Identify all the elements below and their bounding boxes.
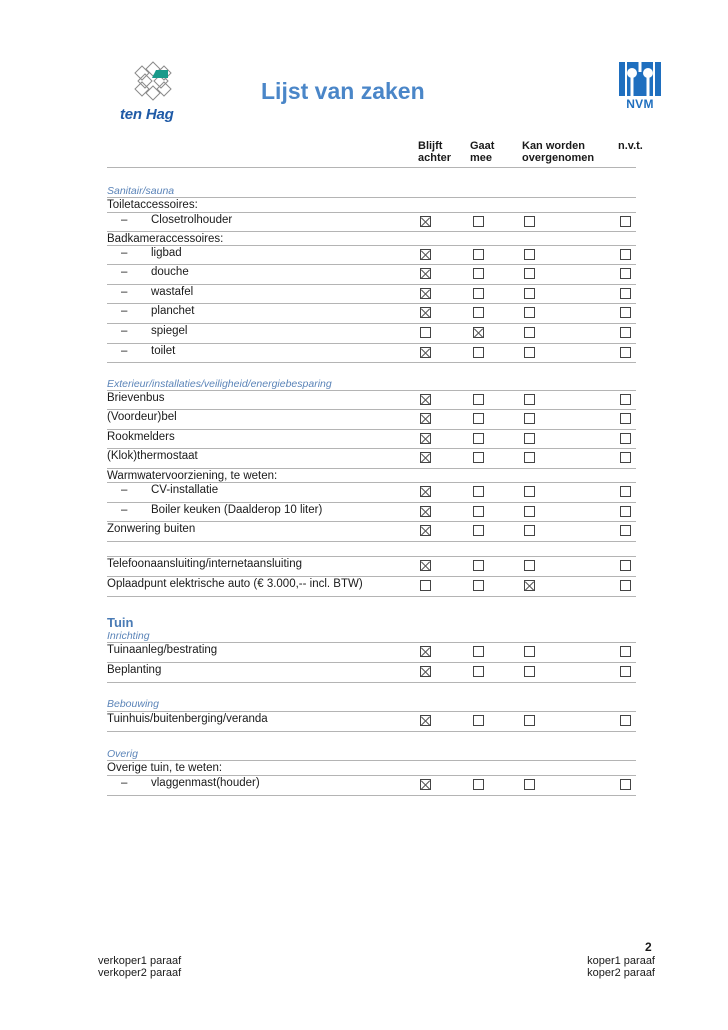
checkbox-kan-worden-overgenomen-empty-icon[interactable] bbox=[524, 560, 535, 571]
seller2-initial-label: verkoper2 paraaf bbox=[98, 967, 182, 979]
row-label: – spiegel bbox=[121, 325, 188, 337]
checkbox-blijft-achter-checked-icon[interactable] bbox=[420, 347, 431, 358]
checkbox-nvt-empty-icon[interactable] bbox=[620, 779, 631, 790]
divider bbox=[107, 596, 636, 597]
checkbox-kan-worden-overgenomen-empty-icon[interactable] bbox=[524, 506, 535, 517]
row-label: Overige tuin, te weten: bbox=[107, 762, 223, 774]
row-label: Toiletaccessoires: bbox=[107, 199, 198, 211]
checkbox-gaat-mee-empty-icon[interactable] bbox=[473, 288, 484, 299]
checkbox-blijft-achter-empty-icon[interactable] bbox=[420, 580, 431, 591]
checkbox-kan-worden-overgenomen-empty-icon[interactable] bbox=[524, 394, 535, 405]
row-tuinaanleg bbox=[107, 642, 636, 661]
row-label: Badkameraccessoires: bbox=[107, 233, 224, 245]
checkbox-kan-worden-overgenomen-empty-icon[interactable] bbox=[524, 452, 535, 463]
buyer-initials bbox=[566, 955, 655, 979]
row-beplanting bbox=[107, 662, 636, 681]
column-header-kan-worden-overgenomen: Kan worden overgenomen bbox=[522, 140, 595, 164]
divider bbox=[107, 541, 636, 542]
checkbox-kan-worden-overgenomen-empty-icon[interactable] bbox=[524, 779, 535, 790]
checkbox-kan-worden-overgenomen-empty-icon[interactable] bbox=[524, 646, 535, 657]
divider bbox=[107, 362, 636, 363]
row-label: Rookmelders bbox=[107, 431, 175, 443]
checkbox-blijft-achter-checked-icon[interactable] bbox=[420, 452, 431, 463]
buyer1-initial-label: koper1 paraaf bbox=[587, 955, 655, 967]
checkbox-kan-worden-overgenomen-empty-icon[interactable] bbox=[524, 486, 535, 497]
section-exterieur: Exterieur/installaties/veiligheid/energiebesparing bbox=[107, 378, 332, 390]
seller1-initial-label: verkoper1 paraaf bbox=[98, 955, 182, 967]
divider bbox=[107, 731, 636, 732]
checkbox-nvt-empty-icon[interactable] bbox=[620, 249, 631, 260]
page-number: 2 bbox=[645, 940, 652, 954]
row-label: Brievenbus bbox=[107, 392, 165, 404]
row-label: – vlaggenmast(houder) bbox=[121, 777, 260, 789]
row-douche bbox=[107, 264, 636, 283]
checkbox-nvt-empty-icon[interactable] bbox=[620, 413, 631, 424]
row-label: Warmwatervoorziening, te weten: bbox=[107, 470, 278, 482]
ten-hag-pinwheel-icon bbox=[130, 58, 176, 104]
checkbox-gaat-mee-empty-icon[interactable] bbox=[473, 525, 484, 536]
checkbox-kan-worden-overgenomen-empty-icon[interactable] bbox=[524, 715, 535, 726]
checkbox-blijft-achter-empty-icon[interactable] bbox=[420, 327, 431, 338]
checkbox-nvt-empty-icon[interactable] bbox=[620, 268, 631, 279]
row-telefoon bbox=[107, 556, 636, 575]
checkbox-nvt-empty-icon[interactable] bbox=[620, 394, 631, 405]
row-tuinhuis bbox=[107, 711, 636, 730]
buyer2-initial-label: koper2 paraaf bbox=[587, 967, 655, 979]
divider bbox=[107, 682, 636, 683]
checkbox-blijft-achter-checked-icon[interactable] bbox=[420, 413, 431, 424]
section-bebouwing: Bebouwing bbox=[107, 698, 159, 710]
section-overig: Overig bbox=[107, 748, 138, 760]
checkbox-gaat-mee-empty-icon[interactable] bbox=[473, 394, 484, 405]
nvm-figure-icon bbox=[619, 62, 661, 96]
row-label: Tuinhuis/buitenberging/veranda bbox=[107, 713, 268, 725]
checkbox-gaat-mee-empty-icon[interactable] bbox=[473, 715, 484, 726]
checkbox-blijft-achter-checked-icon[interactable] bbox=[420, 268, 431, 279]
checkbox-nvt-empty-icon[interactable] bbox=[620, 666, 631, 677]
row-wastafel bbox=[107, 284, 636, 303]
row-label: Zonwering buiten bbox=[107, 523, 196, 535]
row-label: Beplanting bbox=[107, 664, 162, 676]
checkbox-nvt-empty-icon[interactable] bbox=[620, 560, 631, 571]
checkbox-kan-worden-overgenomen-empty-icon[interactable] bbox=[524, 288, 535, 299]
checkbox-gaat-mee-empty-icon[interactable] bbox=[473, 580, 484, 591]
checkbox-gaat-mee-empty-icon[interactable] bbox=[473, 433, 484, 444]
divider bbox=[107, 167, 636, 168]
checkbox-gaat-mee-empty-icon[interactable] bbox=[473, 413, 484, 424]
nvm-logo bbox=[619, 62, 661, 112]
checkbox-gaat-mee-empty-icon[interactable] bbox=[473, 779, 484, 790]
checkbox-blijft-achter-checked-icon[interactable] bbox=[420, 715, 431, 726]
row-thermostaat bbox=[107, 448, 636, 467]
row-label: Oplaadpunt elektrische auto (€ 3.000,-- incl. BTW) bbox=[107, 578, 363, 590]
row-label: – ligbad bbox=[121, 247, 182, 259]
checkbox-blijft-achter-checked-icon[interactable] bbox=[420, 216, 431, 227]
checkbox-kan-worden-overgenomen-empty-icon[interactable] bbox=[524, 249, 535, 260]
checkbox-blijft-achter-checked-icon[interactable] bbox=[420, 779, 431, 790]
row-label: – Closetrolhouder bbox=[121, 214, 233, 226]
column-header-blijft-achter: Blijft achter bbox=[418, 140, 452, 164]
checkbox-blijft-achter-checked-icon[interactable] bbox=[420, 249, 431, 260]
checkbox-blijft-achter-checked-icon[interactable] bbox=[420, 394, 431, 405]
row-zonwering bbox=[107, 521, 636, 540]
checkbox-gaat-mee-empty-icon[interactable] bbox=[473, 268, 484, 279]
section-inrichting: Inrichting bbox=[107, 630, 150, 642]
row-label: Telefoonaansluiting/internetaansluiting bbox=[107, 558, 303, 570]
row-spiegel bbox=[107, 323, 636, 342]
row-toilet bbox=[107, 343, 636, 362]
row-vlaggenmast bbox=[107, 775, 636, 794]
row-label: – toilet bbox=[121, 345, 176, 357]
row-rookmelders bbox=[107, 429, 636, 448]
checkbox-gaat-mee-empty-icon[interactable] bbox=[473, 452, 484, 463]
row-planchet bbox=[107, 303, 636, 322]
section-tuin: Tuin bbox=[107, 615, 134, 630]
checkbox-nvt-empty-icon[interactable] bbox=[620, 580, 631, 591]
checkbox-blijft-achter-checked-icon[interactable] bbox=[420, 560, 431, 571]
row-label: Tuinaanleg/bestrating bbox=[107, 644, 218, 656]
checkbox-nvt-empty-icon[interactable] bbox=[620, 327, 631, 338]
checkbox-kan-worden-overgenomen-empty-icon[interactable] bbox=[524, 433, 535, 444]
checkbox-nvt-empty-icon[interactable] bbox=[620, 347, 631, 358]
row-label: – wastafel bbox=[121, 286, 194, 298]
checkbox-nvt-empty-icon[interactable] bbox=[620, 216, 631, 227]
checkbox-kan-worden-overgenomen-empty-icon[interactable] bbox=[524, 216, 535, 227]
ten-hag-logo bbox=[118, 58, 188, 124]
checkbox-blijft-achter-checked-icon[interactable] bbox=[420, 666, 431, 677]
checkbox-nvt-empty-icon[interactable] bbox=[620, 525, 631, 536]
checkbox-gaat-mee-empty-icon[interactable] bbox=[473, 560, 484, 571]
row-closetrolhouder bbox=[107, 212, 636, 231]
checkbox-gaat-mee-empty-icon[interactable] bbox=[473, 486, 484, 497]
checkbox-nvt-empty-icon[interactable] bbox=[620, 486, 631, 497]
checkbox-kan-worden-overgenomen-empty-icon[interactable] bbox=[524, 268, 535, 279]
checkbox-kan-worden-overgenomen-empty-icon[interactable] bbox=[524, 327, 535, 338]
checkbox-gaat-mee-empty-icon[interactable] bbox=[473, 646, 484, 657]
row-label: (Voordeur)bel bbox=[107, 411, 177, 423]
checkbox-kan-worden-overgenomen-empty-icon[interactable] bbox=[524, 307, 535, 318]
row-boiler bbox=[107, 502, 636, 521]
checkbox-gaat-mee-checked-icon[interactable] bbox=[473, 327, 484, 338]
row-label: – CV-installatie bbox=[121, 484, 219, 496]
nvm-wordmark: NVM bbox=[626, 97, 654, 111]
checkbox-nvt-empty-icon[interactable] bbox=[620, 646, 631, 657]
checkbox-gaat-mee-empty-icon[interactable] bbox=[473, 506, 484, 517]
checkbox-nvt-empty-icon[interactable] bbox=[620, 307, 631, 318]
checkbox-kan-worden-overgenomen-empty-icon[interactable] bbox=[524, 666, 535, 677]
checkbox-blijft-achter-checked-icon[interactable] bbox=[420, 288, 431, 299]
row-oplaadpunt bbox=[107, 576, 636, 595]
row-cv-installatie bbox=[107, 482, 636, 501]
checkbox-gaat-mee-empty-icon[interactable] bbox=[473, 249, 484, 260]
checkbox-nvt-empty-icon[interactable] bbox=[620, 288, 631, 299]
checkbox-gaat-mee-empty-icon[interactable] bbox=[473, 666, 484, 677]
checkbox-blijft-achter-checked-icon[interactable] bbox=[420, 486, 431, 497]
ten-hag-wordmark: ten Hag bbox=[120, 106, 174, 123]
row-label: – Boiler keuken (Daalderop 10 liter) bbox=[121, 504, 323, 516]
divider bbox=[107, 795, 636, 796]
checkbox-blijft-achter-checked-icon[interactable] bbox=[420, 307, 431, 318]
checkbox-kan-worden-overgenomen-empty-icon[interactable] bbox=[524, 413, 535, 424]
checkbox-gaat-mee-empty-icon[interactable] bbox=[473, 307, 484, 318]
checkbox-blijft-achter-checked-icon[interactable] bbox=[420, 646, 431, 657]
checkbox-kan-worden-overgenomen-empty-icon[interactable] bbox=[524, 525, 535, 536]
checkbox-kan-worden-overgenomen-empty-icon[interactable] bbox=[524, 347, 535, 358]
checkbox-blijft-achter-checked-icon[interactable] bbox=[420, 525, 431, 536]
row-label: – planchet bbox=[121, 305, 195, 317]
row-label: (Klok)thermostaat bbox=[107, 450, 198, 462]
column-header-nvt: n.v.t. bbox=[618, 140, 643, 152]
checkbox-nvt-empty-icon[interactable] bbox=[620, 452, 631, 463]
row-label: – douche bbox=[121, 266, 189, 278]
checkbox-nvt-empty-icon[interactable] bbox=[620, 715, 631, 726]
checkbox-blijft-achter-checked-icon[interactable] bbox=[420, 433, 431, 444]
row-ligbad bbox=[107, 245, 636, 264]
column-header-gaat-mee: Gaat mee bbox=[470, 140, 495, 164]
seller-initials bbox=[98, 955, 181, 979]
checkbox-nvt-empty-icon[interactable] bbox=[620, 506, 631, 517]
checkbox-gaat-mee-empty-icon[interactable] bbox=[473, 216, 484, 227]
page-title: Lijst van zaken bbox=[261, 78, 425, 104]
checkbox-gaat-mee-empty-icon[interactable] bbox=[473, 347, 484, 358]
checkbox-blijft-achter-checked-icon[interactable] bbox=[420, 506, 431, 517]
row-brievenbus bbox=[107, 390, 636, 409]
checkbox-kan-worden-overgenomen-checked-icon[interactable] bbox=[524, 580, 535, 591]
section-sanitair: Sanitair/sauna bbox=[107, 185, 175, 197]
checkbox-nvt-empty-icon[interactable] bbox=[620, 433, 631, 444]
row-voordeurbel bbox=[107, 409, 636, 428]
